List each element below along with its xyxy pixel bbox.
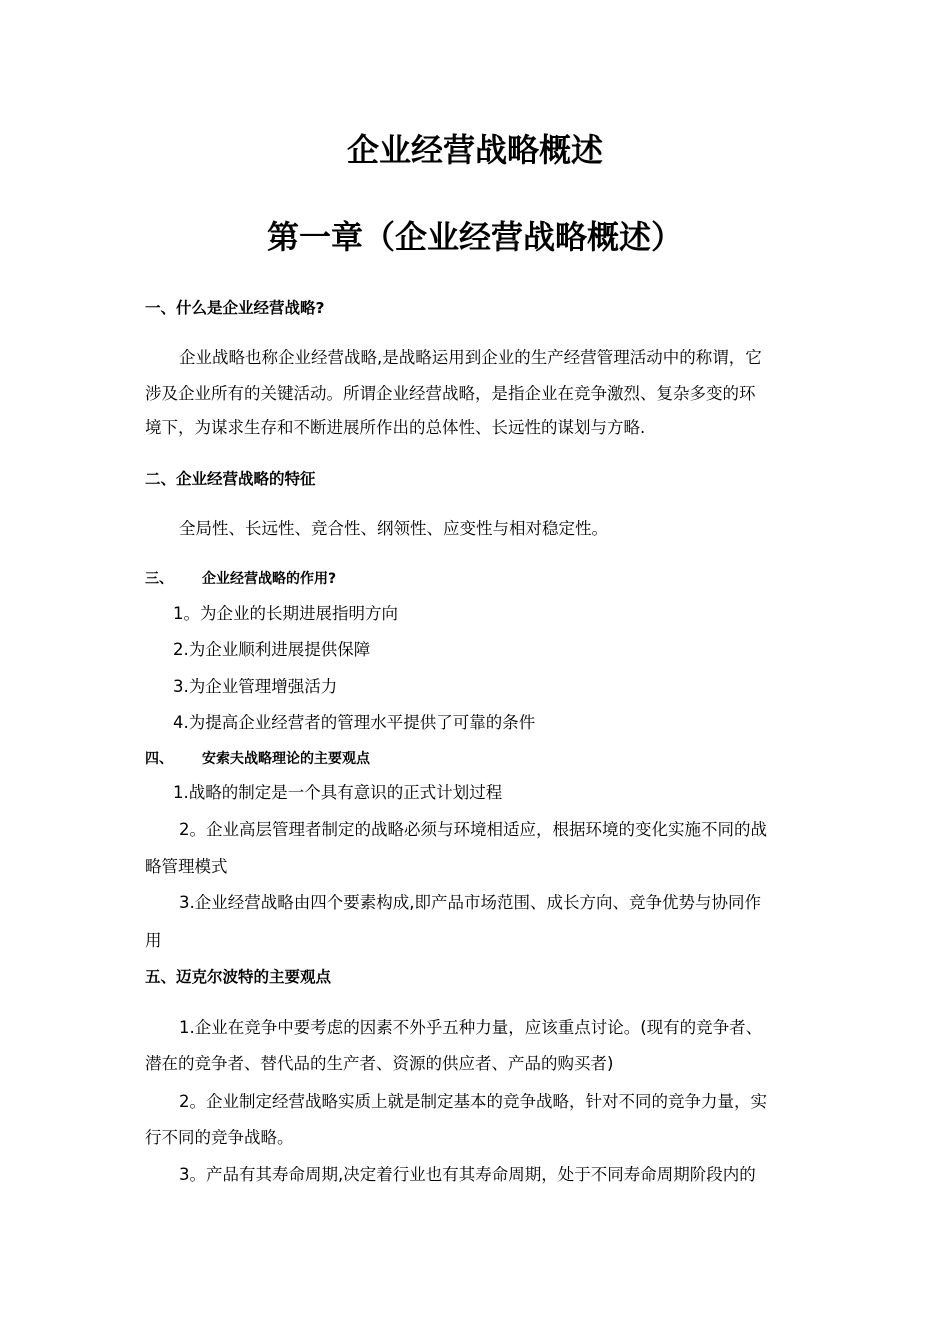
section-1-line: 境下，为谋求生存和不断进展所作出的总体性、长远性的谋划与方略. <box>145 418 646 437</box>
section-5-item: 3。产品有其寿命周期,决定着行业也有其寿命周期，处于不同寿命周期阶段内的 <box>179 1165 756 1184</box>
section-1-line: 企业战略也称企业经营战略,是战略运用到企业的生产经营管理活动中的称谓，它 <box>179 348 762 367</box>
chapter-title: 第一章（企业经营战略概述） <box>266 218 683 256</box>
section-1-line: 涉及企业所有的关键活动。所谓企业经营战略，是指企业在竞争激烈、复杂多变的环 <box>145 384 756 403</box>
section-2-heading: 二、企业经营战略的特征 <box>145 470 316 488</box>
section-4-item: 用 <box>145 931 162 950</box>
section-5-heading: 五、迈克尔波特的主要观点 <box>145 968 332 986</box>
section-3-item: 2.为企业顺利进展提供保障 <box>173 640 371 659</box>
section-4-item: 略管理模式 <box>145 857 228 876</box>
section-4-item: 1.战略的制定是一个具有意识的正式计划过程 <box>173 783 503 802</box>
section-4-item: 3.企业经营战略由四个要素构成,即产品市场范围、成长方向、竞争优势与协同作 <box>179 893 761 912</box>
section-4-heading-text: 安索夫战略理论的主要观点 <box>202 751 370 767</box>
section-5-item: 行不同的竞争战略。 <box>145 1128 294 1147</box>
section-5-item: 潜在的竞争者、替代品的生产者、资源的供应者、产品的购买者) <box>145 1054 614 1073</box>
section-3-item: 3.为企业管理增强活力 <box>173 677 338 696</box>
section-4-heading-number: 四、 <box>145 751 173 767</box>
section-3-heading-text: 企业经营战略的作用? <box>202 571 337 587</box>
section-3-item: 1。为企业的长期进展指明方向 <box>173 604 398 623</box>
section-3-heading <box>145 569 336 589</box>
section-5-item: 1.企业在竞争中要考虑的因素不外乎五种力量，应该重点讨论。(现有的竞争者、 <box>179 1018 763 1037</box>
section-1-heading: 一、什么是企业经营战略? <box>145 299 325 317</box>
section-3-heading-number: 三、 <box>145 571 173 587</box>
section-4-heading <box>145 749 370 769</box>
section-3-item: 4.为提高企业经营者的管理水平提供了可靠的条件 <box>173 713 536 732</box>
section-4-item: 2。企业高层管理者制定的战略必须与环境相适应，根据环境的变化实施不同的战 <box>179 820 767 839</box>
document-title: 企业经营战略概述 <box>346 131 603 169</box>
section-2-line: 全局性、长远性、竞合性、纲领性、应变性与相对稳定性。 <box>179 519 608 538</box>
section-5-item: 2。企业制定经营战略实质上就是制定基本的竞争战略，针对不同的竞争力量，实 <box>179 1092 767 1111</box>
